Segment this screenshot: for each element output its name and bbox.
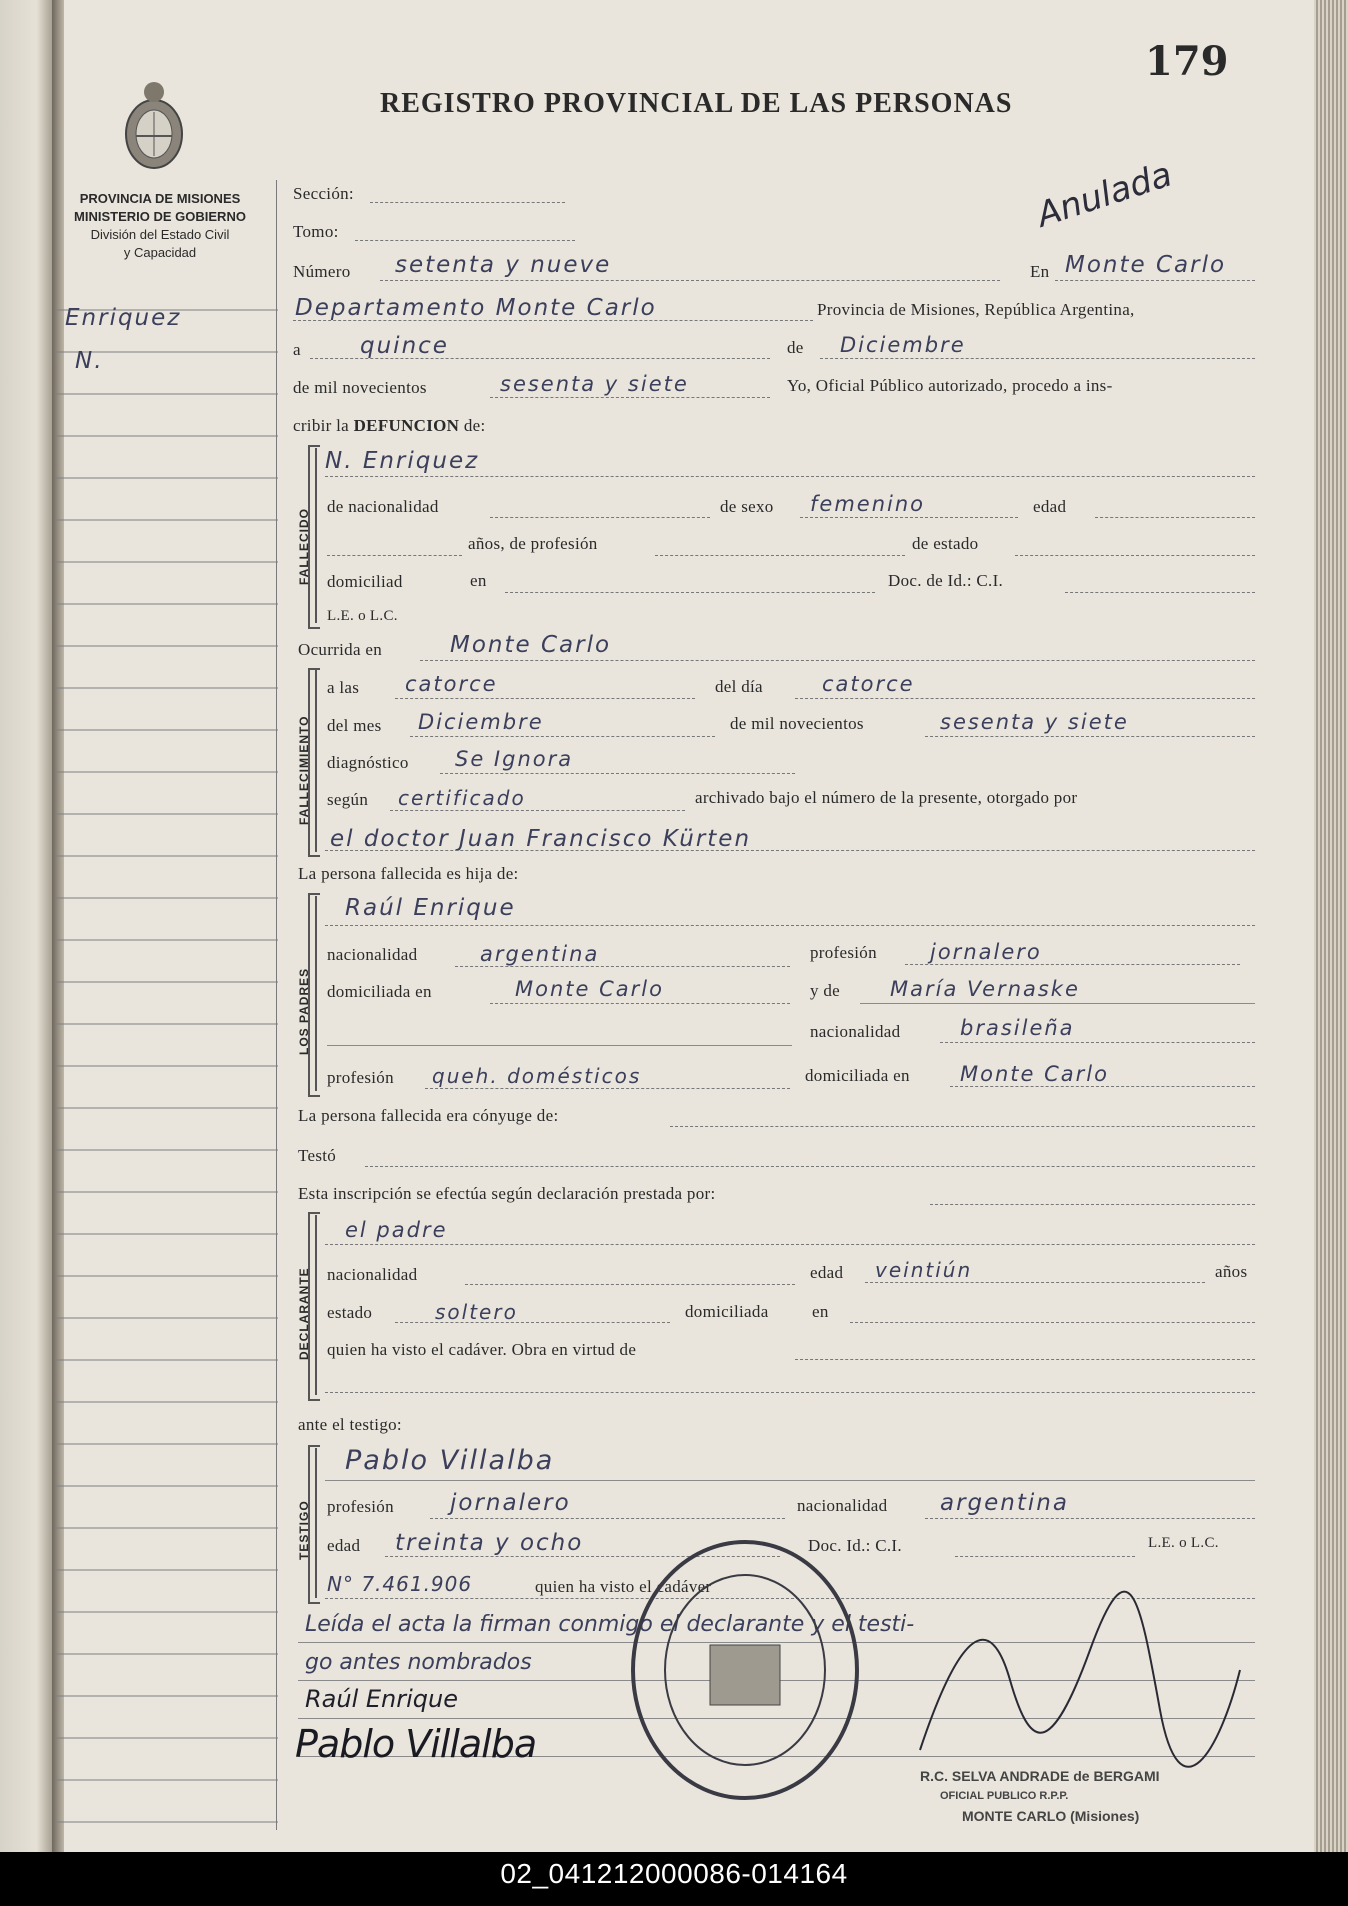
- madre-domiciliada-label: domiciliada en: [805, 1066, 910, 1085]
- doctor-line: [325, 850, 1255, 851]
- declarante-visto-line: [795, 1359, 1255, 1360]
- ano-line: [925, 736, 1255, 737]
- madre-profesion-label: profesión: [327, 1068, 394, 1087]
- mil-label: de mil novecientos: [730, 714, 864, 733]
- section-label: Sección:: [293, 184, 354, 203]
- division-name: División del Estado Civil: [90, 227, 230, 242]
- departamento-line: [293, 320, 813, 321]
- fallecido-sexo-line: [800, 517, 1018, 518]
- section-line: [370, 202, 565, 203]
- fallecido-estado-line: [1015, 555, 1255, 556]
- padre-domicilio-line: [490, 1003, 790, 1004]
- fallecido-nacionalidad-line: [490, 517, 710, 518]
- padre-profesion-line: [905, 964, 1240, 965]
- padre-nacionalidad-label: nacionalidad: [327, 945, 418, 964]
- officer-title: OFICIAL PUBLICO R.P.P.: [940, 1790, 1069, 1802]
- tomo-label: Tomo:: [293, 222, 339, 241]
- testigo-name-line: [325, 1480, 1255, 1481]
- de-colon: de:: [463, 416, 486, 435]
- testigo-nacionalidad-label: nacionalidad: [797, 1496, 888, 1515]
- doctor-value: el doctor Juan Francisco Kürten: [330, 826, 752, 852]
- padre-nacionalidad-value: argentina: [480, 942, 600, 966]
- segun-label: según: [327, 790, 369, 809]
- diagnostico-label: diagnóstico: [327, 753, 409, 772]
- declarante-estado-line: [395, 1322, 670, 1323]
- madre-domicilio-line: [950, 1086, 1255, 1087]
- fallecido-edad-line: [1095, 517, 1255, 518]
- fallecido-sexo-value: femenino: [810, 492, 925, 516]
- page-title: REGISTRO PROVINCIAL DE LAS PERSONAS: [380, 88, 1013, 119]
- officer-text: Yo, Oficial Público autorizado, procedo a ins-: [787, 376, 1113, 395]
- margin-divider: [276, 180, 277, 1830]
- a-label: a: [293, 340, 301, 359]
- departamento-value: Departamento Monte Carlo: [295, 295, 657, 321]
- ministry-name: MINISTERIO DE GOBIERNO: [74, 209, 246, 224]
- fallecido-doc-label: Doc. de Id.: C.I.: [888, 571, 1004, 590]
- fallecido-domicilio-line: [505, 592, 875, 593]
- dia-value: catorce: [822, 672, 915, 696]
- ocurrida-label: Ocurrida en: [298, 640, 383, 659]
- fallecido-name: N. Enriquez: [325, 448, 480, 474]
- testigo-profesion-label: profesión: [327, 1497, 394, 1516]
- declarante-edad-line: [865, 1282, 1205, 1283]
- closing-line-2: go antes nombrados: [305, 1650, 532, 1675]
- fallecido-nacionalidad-label: de nacionalidad: [327, 497, 439, 516]
- day-line: [310, 358, 770, 359]
- testigo-profesion-line: [430, 1518, 785, 1519]
- conyuge-line: [670, 1126, 1255, 1127]
- padre-profesion-label: profesión: [810, 943, 877, 962]
- testigo-vline: [315, 1448, 317, 1598]
- fallecido-profesion-line: [655, 555, 905, 556]
- year-prefix: de mil novecientos: [293, 378, 427, 397]
- hora-line: [395, 698, 695, 699]
- fallecido-section-label: FALLECIDO: [297, 508, 311, 585]
- madre-nacionalidad-line: [940, 1042, 1255, 1043]
- image-caption: 02_041212000086-014164: [500, 1858, 848, 1889]
- declarante-domicilio-line: [850, 1322, 1255, 1323]
- agency-header: [55, 190, 265, 262]
- fallecido-sexo-label: de sexo: [720, 497, 774, 516]
- madre-nacionalidad-label: nacionalidad: [810, 1022, 901, 1041]
- hora-value: catorce: [405, 672, 498, 696]
- closing-line-1: Leída el acta la firman conmigo el declarante y el testi-: [305, 1612, 915, 1637]
- margin-surname: Enriquez: [65, 305, 182, 331]
- fallecido-vline: [315, 448, 317, 623]
- fallecimiento-section-label: FALLECIMIENTO: [297, 715, 311, 825]
- padre-line: [325, 925, 1255, 926]
- year-value: sesenta y siete: [500, 372, 689, 396]
- fallecido-edad-label: edad: [1033, 497, 1067, 516]
- officer-place: MONTE CARLO (Misiones): [962, 1808, 1140, 1824]
- declarante-estado-value: soltero: [435, 1300, 518, 1324]
- declarante-name-line: [325, 1244, 1255, 1245]
- padres-intro: La persona fallecida es hija de:: [298, 864, 519, 883]
- declarante-en-label: en: [812, 1302, 829, 1321]
- en-value: Monte Carlo: [1065, 252, 1227, 278]
- inscripcion-line: [930, 1204, 1255, 1205]
- declarante-vline: [315, 1215, 317, 1395]
- diagnostico-value: Se Ignora: [455, 747, 574, 771]
- fallecido-domicilio-label: domiciliad: [327, 572, 403, 591]
- declarante-anos-label: años: [1215, 1262, 1248, 1281]
- fallecido-name-line: [325, 476, 1255, 477]
- signature-declarante: Raúl Enrique: [305, 1685, 459, 1713]
- declarante-edad-value: veintiún: [875, 1258, 973, 1282]
- dia-line: [795, 698, 1255, 699]
- officer-name: R.C. SELVA ANDRADE de BERGAMI: [920, 1768, 1160, 1784]
- segun-value: certificado: [398, 786, 526, 810]
- left-page-edge: [0, 0, 52, 1852]
- declarante-visto-text: quien ha visto el cadáver. Obra en virtud de: [327, 1340, 637, 1359]
- madre-value: María Vernaske: [890, 977, 1080, 1001]
- fallecido-en-label: en: [470, 571, 487, 590]
- padres-blank-line: [327, 1045, 792, 1046]
- en-label: En: [1030, 262, 1050, 281]
- testigo-doc-label: Doc. Id.: C.I.: [808, 1536, 902, 1555]
- province-name: PROVINCIA DE MISIONES: [79, 191, 241, 206]
- signature-testigo: Pablo Villalba: [295, 1722, 537, 1766]
- declarante-name: el padre: [345, 1218, 448, 1242]
- numero-line: [380, 280, 1000, 281]
- testigo-edad-label: edad: [327, 1536, 361, 1555]
- declarante-domiciliada-label: domiciliada: [685, 1302, 769, 1321]
- declarante-edad-label: edad: [810, 1263, 844, 1282]
- fallecido-le-lc-label: L.E. o L.C.: [327, 608, 398, 624]
- testigo-visto-text: quien ha visto el cadáver: [535, 1577, 712, 1596]
- conyuge-label: La persona fallecida era cónyuge de:: [298, 1106, 559, 1125]
- ano-value: sesenta y siete: [940, 710, 1129, 734]
- padre-profesion-value: jornalero: [930, 940, 1042, 964]
- madre-domicilio-value: Monte Carlo: [960, 1062, 1109, 1086]
- day-value: quince: [360, 333, 449, 359]
- testigo-profesion-value: jornalero: [450, 1490, 571, 1516]
- archivado-text: archivado bajo el número de la presente, otorgado por: [695, 788, 1078, 807]
- testigo-edad-value: treinta y ocho: [395, 1530, 584, 1556]
- numero-value: setenta y nueve: [395, 252, 612, 278]
- madre-line: [860, 1003, 1255, 1004]
- cancel-stamp: Anulada: [1032, 154, 1177, 236]
- testigo-doc-line: [955, 1556, 1135, 1557]
- margin-name: N.: [75, 348, 104, 374]
- declarante-section-label: DECLARANTE: [297, 1267, 311, 1360]
- padre-domiciliada-label: domiciliada en: [327, 982, 432, 1001]
- fallecido-anos-label: años, de profesión: [468, 534, 598, 553]
- fallecido-estado-label: de estado: [912, 534, 979, 553]
- inscribe-line: [293, 416, 486, 436]
- testigo-nacionalidad-value: argentina: [940, 1490, 1069, 1516]
- inscripcion-text: Esta inscripción se efectúa según declaración prestada por:: [298, 1184, 716, 1203]
- segun-line: [390, 810, 685, 811]
- tomo-line: [355, 240, 575, 241]
- madre-profesion-line: [425, 1088, 790, 1089]
- defuncion-label: DEFUNCION: [353, 416, 460, 435]
- declarante-nacionalidad-line: [465, 1284, 795, 1285]
- mes-value: Diciembre: [418, 710, 544, 734]
- ocurrida-line: [420, 660, 1255, 661]
- testigo-name: Pablo Villalba: [345, 1445, 555, 1476]
- testigo-section-label: TESTIGO: [297, 1500, 311, 1560]
- folio-number: 179: [1145, 38, 1229, 85]
- month-value: Diciembre: [840, 333, 966, 357]
- capacity-name: y Capacidad: [123, 245, 197, 260]
- mes-line: [410, 736, 715, 737]
- declarante-extra-line: [325, 1392, 1255, 1393]
- del-mes-label: del mes: [327, 716, 382, 735]
- a-las-label: a las: [327, 678, 360, 697]
- year-line: [490, 397, 770, 398]
- fallecido-anos-line: [327, 555, 462, 556]
- fallecimiento-vline: [315, 670, 317, 852]
- page-stack-edge: [1314, 0, 1348, 1852]
- padre-value: Raúl Enrique: [345, 895, 516, 921]
- testigo-intro: ante el testigo:: [298, 1415, 402, 1434]
- fallecido-doc-line: [1065, 592, 1255, 593]
- month-line: [820, 358, 1255, 359]
- del-dia-label: del día: [715, 677, 763, 696]
- testo-label: Testó: [298, 1146, 337, 1165]
- declarante-estado-label: estado: [327, 1303, 373, 1322]
- declarante-nacionalidad-label: nacionalidad: [327, 1265, 418, 1284]
- en-line: [1055, 280, 1255, 281]
- testigo-nacionalidad-line: [925, 1518, 1255, 1519]
- y-de-label: y de: [810, 981, 840, 1000]
- testigo-doc-value: N° 7.461.906: [327, 1572, 473, 1596]
- coat-of-arms-icon: [118, 78, 190, 182]
- official-seal-icon: [625, 1535, 865, 1805]
- province-text: Provincia de Misiones, República Argentina,: [817, 300, 1135, 319]
- padres-vline: [315, 896, 317, 1091]
- madre-profesion-value: queh. domésticos: [432, 1064, 642, 1088]
- testigo-le-lc-label: L.E. o L.C.: [1148, 1535, 1219, 1551]
- diagnostico-line: [440, 773, 795, 774]
- padres-section-label: LOS PADRES: [297, 967, 311, 1055]
- padre-nacionalidad-line: [455, 966, 790, 967]
- officer-signature-icon: [900, 1590, 1260, 1780]
- ocurrida-value: Monte Carlo: [450, 632, 612, 658]
- de-label: de: [787, 338, 804, 357]
- testo-line: [365, 1166, 1255, 1167]
- inscribe-text: cribir la: [293, 416, 350, 435]
- madre-nacionalidad-value: brasileña: [960, 1016, 1075, 1040]
- padre-domicilio-value: Monte Carlo: [515, 977, 664, 1001]
- numero-label: Número: [293, 262, 351, 281]
- margin-ruled-lines: [56, 300, 278, 1830]
